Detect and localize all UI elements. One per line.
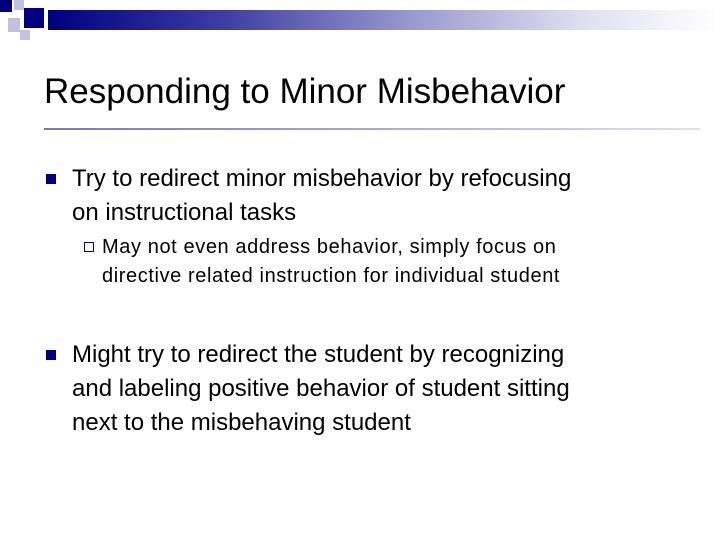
sub-bullet-box-icon <box>84 242 94 252</box>
title-divider <box>44 128 700 130</box>
bullet-1-text <box>72 162 571 230</box>
header-gradient-band <box>48 10 720 30</box>
sub-bullet-1-text <box>102 233 560 291</box>
corner-square-1 <box>0 0 12 12</box>
bullet-1-line-1: Try to redirect minor misbehavior by refocusing <box>72 165 572 192</box>
bullet-2-line-1: Might try to redirect the student by recognizing <box>72 341 565 368</box>
corner-square-4 <box>8 18 20 32</box>
bullet-2-line-3: next to the misbehaving student <box>72 409 411 436</box>
sub-bullet-1-line-1: May not even address behavior, simply focus on <box>102 236 557 258</box>
bullet-square-icon <box>46 350 56 360</box>
corner-square-2 <box>14 0 24 10</box>
corner-square-3 <box>24 8 44 28</box>
slide-title: Responding to Minor Misbehavior <box>44 72 566 111</box>
corner-square-5 <box>20 30 30 40</box>
bullet-2-text <box>72 338 570 440</box>
sub-bullet-1-line-2: directive related instruction for individual student <box>102 265 561 287</box>
bullet-square-icon <box>46 174 56 184</box>
bullet-1-line-2: on instructional tasks <box>72 199 297 226</box>
bullet-2-line-2: and labeling positive behavior of student sitting <box>72 375 570 402</box>
